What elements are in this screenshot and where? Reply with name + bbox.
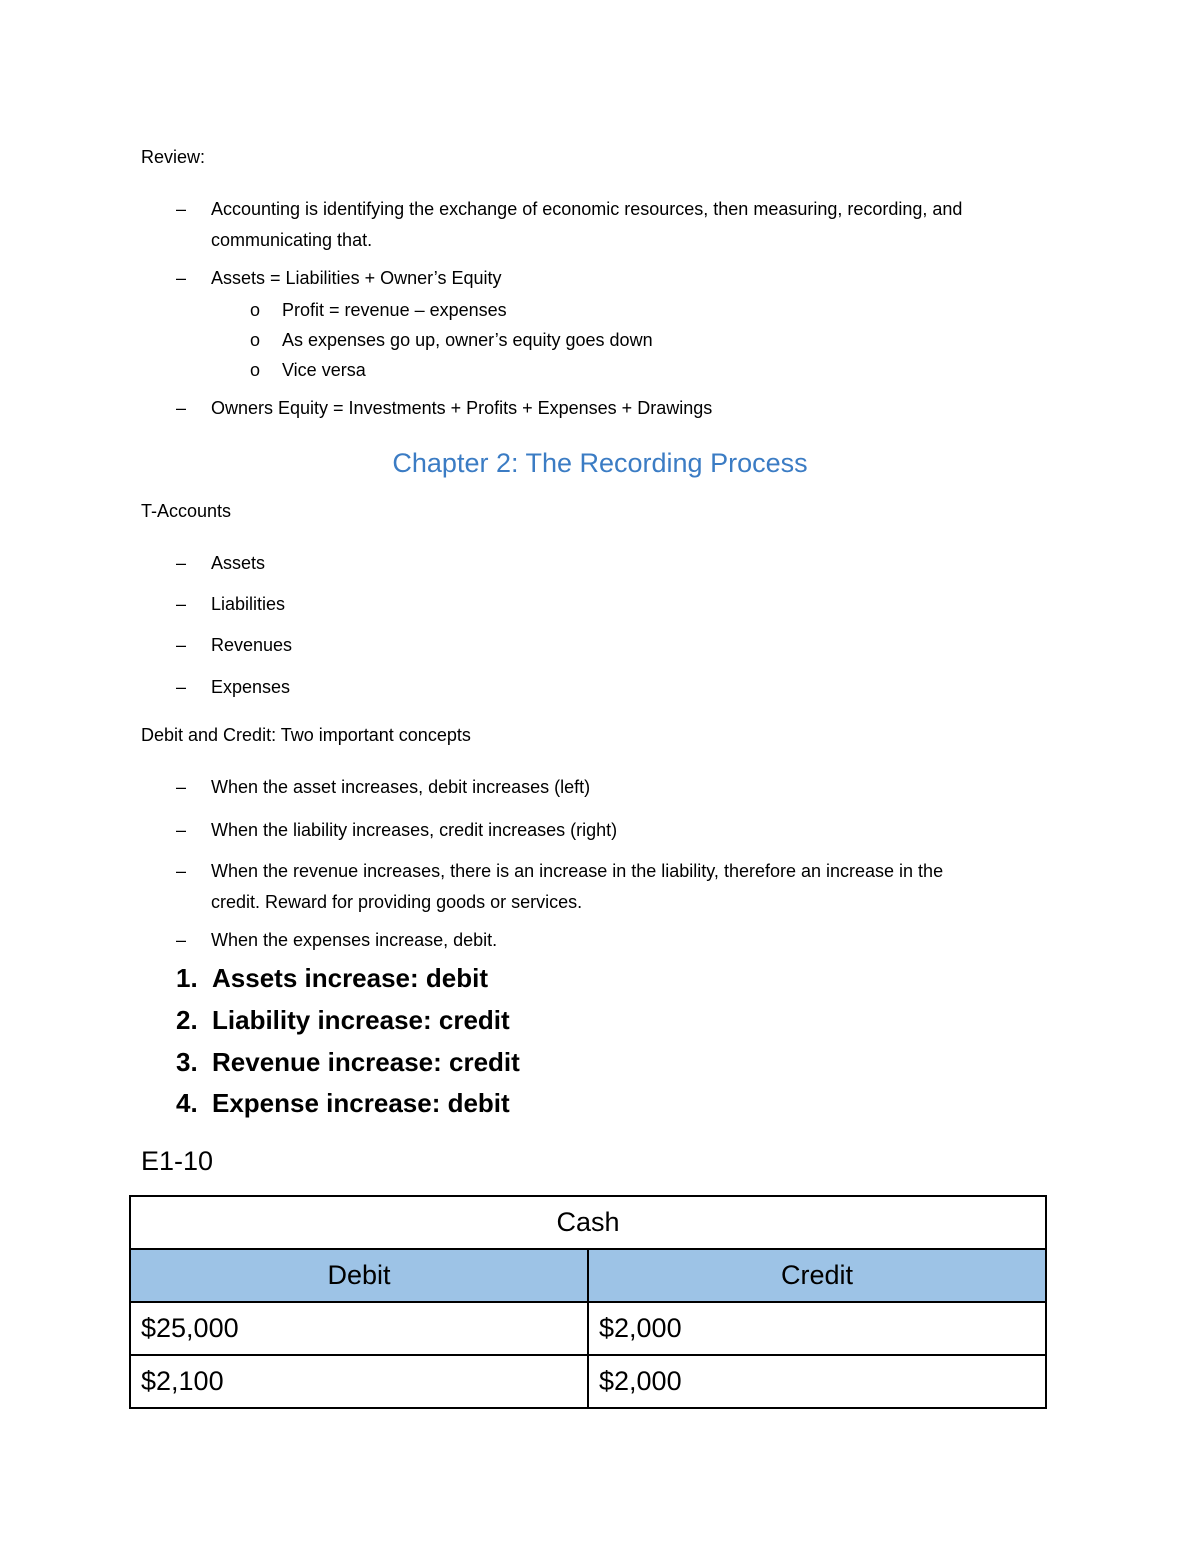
dash-bullet: – [176, 861, 187, 881]
debit-credit-line: When the liability increases, credit increases (right) [211, 820, 618, 840]
review-subitem-text: Vice versa [282, 360, 366, 380]
t-account-label: Liabilities [211, 594, 286, 614]
circle-bullet: o [250, 330, 261, 350]
circle-bullet: o [250, 360, 261, 380]
dash-bullet: – [176, 820, 187, 840]
rule-text: Revenue increase: credit [212, 1047, 520, 1077]
dash-bullet: – [176, 594, 187, 614]
debit-value-cell: $25,000 [130, 1302, 588, 1355]
t-accounts-heading: T-Accounts [141, 501, 232, 521]
credit-header-cell: Credit [588, 1249, 1046, 1302]
table-row [130, 1302, 1046, 1355]
review-item-line: Accounting is identifying the exchange of economic resources, then measuring, recording, and [211, 199, 963, 219]
dash-bullet: – [176, 268, 187, 288]
rule-number: 3. [176, 1047, 198, 1077]
cash-t-account-table [129, 1195, 1047, 1409]
review-item-line: communicating that. [211, 230, 373, 250]
credit-value-cell: $2,000 [588, 1355, 1046, 1408]
exercise-title: E1-10 [141, 1146, 214, 1176]
table-header-row [130, 1249, 1046, 1302]
review-subitem-text: As expenses go up, owner’s equity goes down [282, 330, 653, 350]
review-heading: Review: [141, 147, 206, 167]
rule-text: Liability increase: credit [212, 1005, 510, 1035]
rule-number: 4. [176, 1088, 198, 1118]
debit-credit-line: credit. Reward for providing goods or services. [211, 892, 583, 912]
rule-number: 2. [176, 1005, 198, 1035]
dash-bullet: – [176, 635, 187, 655]
circle-bullet: o [250, 300, 261, 320]
dash-bullet: – [176, 677, 187, 697]
debit-header-cell: Debit [130, 1249, 588, 1302]
credit-value-cell: $2,000 [588, 1302, 1046, 1355]
rule-text: Expense increase: debit [212, 1088, 510, 1118]
t-account-label: Revenues [211, 635, 293, 655]
t-account-label: Expenses [211, 677, 291, 697]
dash-bullet: – [176, 777, 187, 797]
t-account-label: Assets [211, 553, 266, 573]
debit-credit-line: When the asset increases, debit increases (left) [211, 777, 591, 797]
rule-number: 1. [176, 963, 198, 993]
debit-credit-line: When the expenses increase, debit. [211, 930, 498, 950]
dash-bullet: – [176, 553, 187, 573]
dash-bullet: – [176, 199, 187, 219]
account-name-cell: Cash [130, 1196, 1046, 1249]
review-item-line: Assets = Liabilities + Owner’s Equity [211, 268, 502, 288]
chapter-title: Chapter 2: The Recording Process [392, 448, 808, 478]
debit-credit-heading: Debit and Credit: Two important concepts [141, 725, 471, 745]
rule-text: Assets increase: debit [212, 963, 489, 993]
table-row [130, 1355, 1046, 1408]
table-title-row [130, 1196, 1046, 1249]
review-item-line: Owners Equity = Investments + Profits + Expenses + Drawings [211, 398, 713, 418]
debit-value-cell: $2,100 [130, 1355, 588, 1408]
dash-bullet: – [176, 930, 187, 950]
dash-bullet: – [176, 398, 187, 418]
debit-credit-line: When the revenue increases, there is an increase in the liability, therefore an increase in the [211, 861, 944, 881]
review-subitem-text: Profit = revenue – expenses [282, 300, 507, 320]
